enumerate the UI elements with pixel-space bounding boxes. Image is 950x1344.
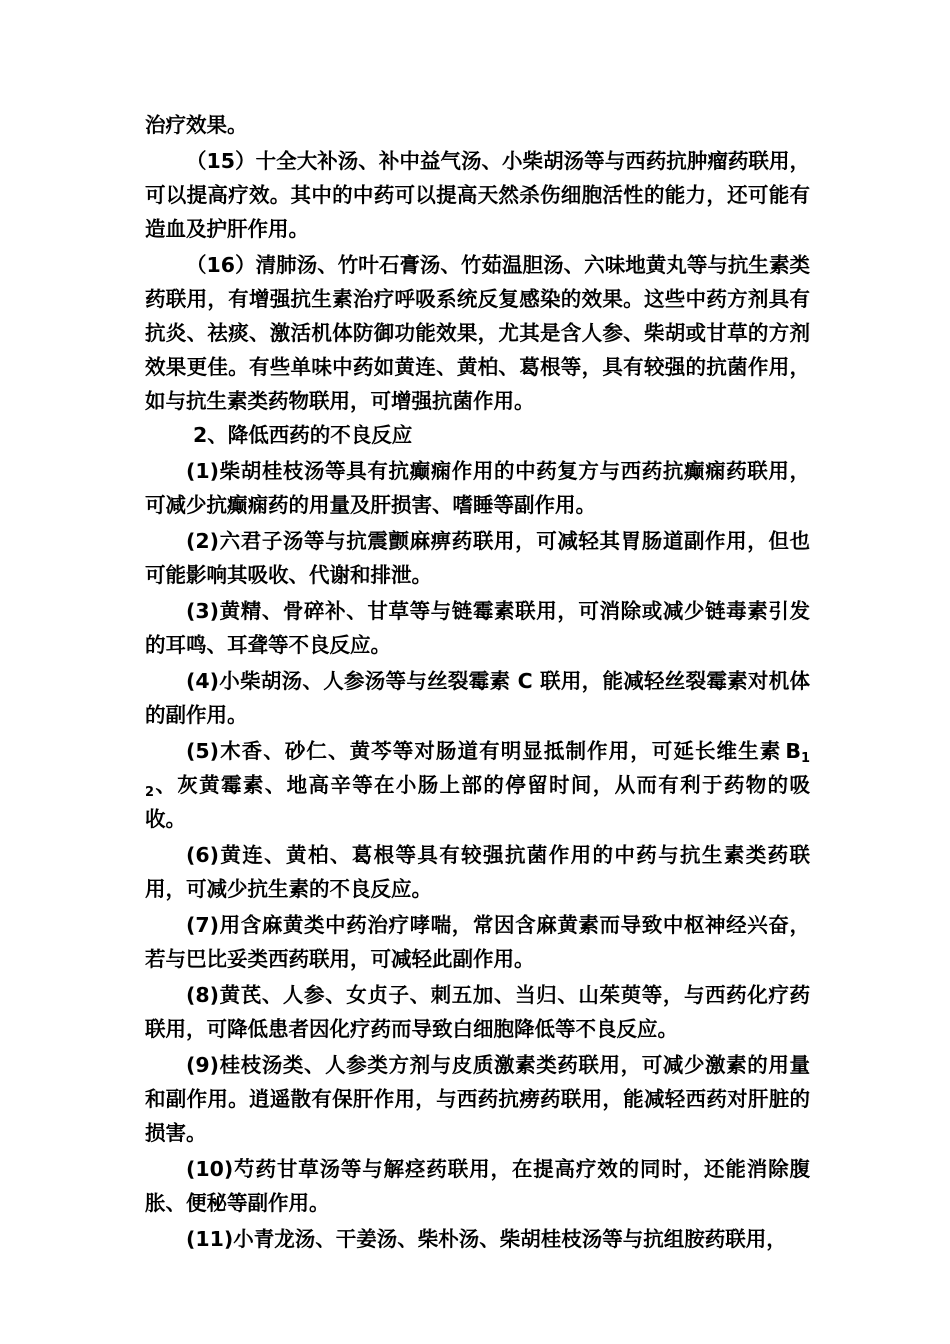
vitamin-b-subscript: 12 [145, 751, 810, 800]
section-heading: 2、降低西药的不良反应 [193, 423, 413, 447]
list-item-7: (7)用含麻黄类中药治疗哮喘，常因含麻黄素而导致中枢神经兴奋，若与巴比妥类西药联用，可减轻此副作用。 [145, 913, 810, 971]
list-item-9: (9)桂枝汤类、人参类方剂与皮质激素类药联用，可减少激素的用量和副作用。逍遥散有保肝作用，与西药抗痨药联用，能减轻西药对肝脏的损害。 [145, 1053, 810, 1145]
list-item-4: (4)小柴胡汤、人参汤等与丝裂霉素 C 联用，能减轻丝裂霉素对机体的副作用。 [145, 669, 810, 727]
list-item-2: (2)六君子汤等与抗震颤麻痹药联用，可减轻其胃肠道副作用，但也可能影响其吸收、代谢和排泄。 [145, 529, 810, 587]
vitamin-b-letter: B [785, 739, 801, 763]
list-item-11: (11)小青龙汤、干姜汤、柴朴汤、柴胡桂枝汤等与抗组胺药联用， [186, 1227, 787, 1251]
paragraph-item-15: （15）十全大补汤、补中益气汤、小柴胡汤等与西药抗肿瘤药联用，可以提高疗效。其中的中药可以提高天然杀伤细胞活性的能力，还可能有造血及护肝作用。 [145, 149, 810, 241]
list-item-1: (1)柴胡桂枝汤等具有抗癫痫作用的中药复方与西药抗癫痫药联用，可减少抗癫痫药的用量及肝损害、嗜睡等副作用。 [145, 459, 810, 517]
list-item-5-text-b: 、灰黄霉素、地高辛等在小肠上部的停留时间，从而有利于药物的吸收。 [145, 773, 810, 831]
list-item-5 [145, 734, 810, 836]
paragraph-continuation: 治疗效果。 [145, 113, 248, 137]
document-page [145, 108, 810, 1256]
list-item-3: (3)黄精、骨碎补、甘草等与链霉素联用，可消除或减少链毒素引发的耳鸣、耳聋等不良反应。 [145, 599, 810, 657]
list-item-10: (10)芍药甘草汤等与解痉药联用，在提高疗效的同时，还能消除腹胀、便秘等副作用。 [145, 1157, 810, 1215]
list-item-8: (8)黄芪、人参、女贞子、刺五加、当归、山茱萸等，与西药化疗药联用，可降低患者因化疗药而导致白细胞降低等不良反应。 [145, 983, 810, 1041]
paragraph-item-16: （16）清肺汤、竹叶石膏汤、竹茹温胆汤、六味地黄丸等与抗生素类药联用，有增强抗生素治疗呼吸系统反复感染的效果。这些中药方剂具有抗炎、祛痰、激活机体防御功能效果，尤其是含人参、柴胡或甘草的方剂效果更佳。有些单味中药如黄连、黄柏、葛根等，具有较强的抗菌作用，如与抗生素类药物联用，可增强抗菌作用。 [145, 253, 810, 413]
list-item-6: (6)黄连、黄柏、葛根等具有较强抗菌作用的中药与抗生素类药联用，可减少抗生素的不良反应。 [145, 843, 810, 901]
list-item-5-text-a: (5)木香、砂仁、黄芩等对肠道有明显抵制作用，可延长维生素 [186, 739, 782, 763]
